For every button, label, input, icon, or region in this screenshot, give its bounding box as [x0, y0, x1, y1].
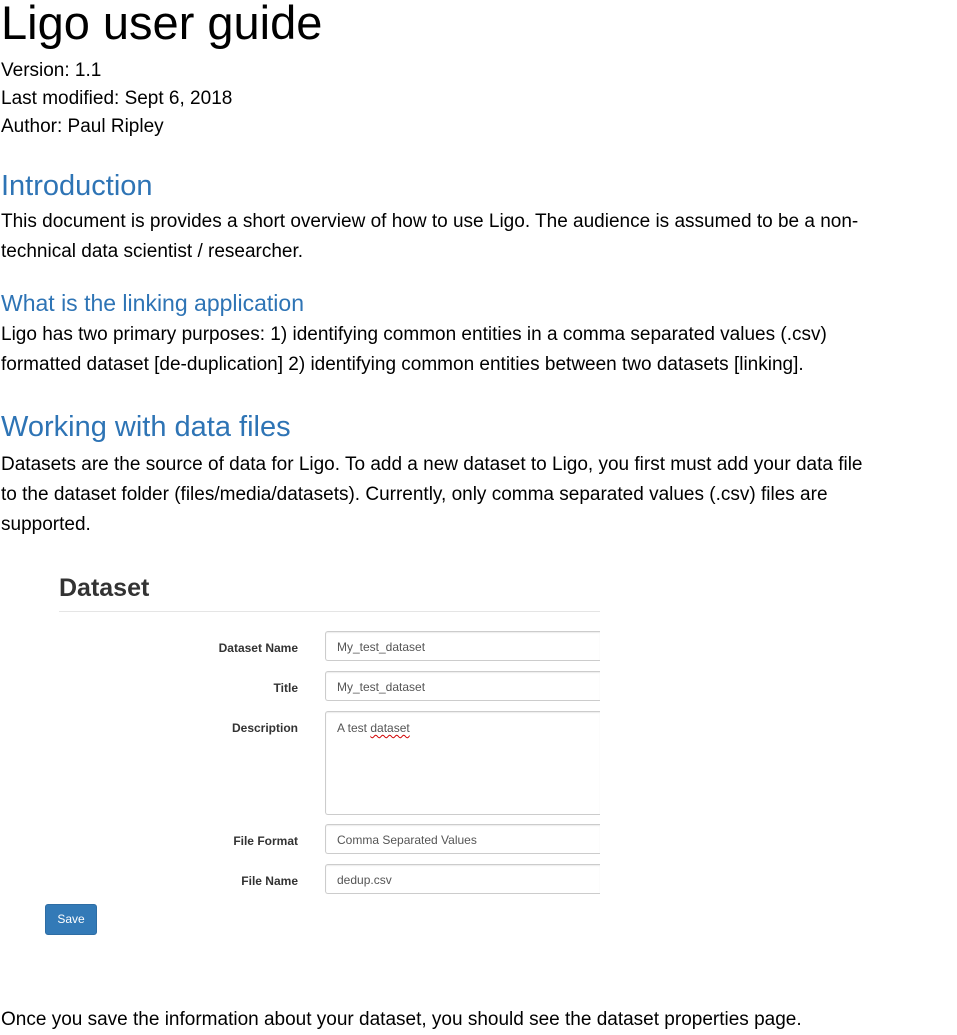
introduction-paragraph	[1, 207, 957, 267]
misspelled-word: dataset	[370, 721, 410, 735]
paragraph-line: Once you save the information about your dataset, you should see the dataset properties page.	[1, 1009, 802, 1030]
file-name-label: File Name	[241, 874, 298, 888]
form-divider	[59, 611, 600, 612]
dataset-name-input[interactable]: My_test_dataset	[325, 631, 600, 661]
linking-application-paragraph	[1, 320, 957, 380]
paragraph-line: supported.	[1, 514, 91, 535]
paragraph-line: formatted dataset [de-duplication] 2) identifying common entities between two datasets [linking].	[1, 354, 804, 375]
description-textarea[interactable]	[325, 711, 600, 815]
file-format-label: File Format	[233, 834, 298, 848]
paragraph-line: Ligo has two primary purposes: 1) identifying common entities in a comma separated values (.csv)	[1, 324, 827, 345]
linking-application-heading: What is the linking application	[1, 290, 304, 316]
version-line: Version: 1.1	[1, 60, 102, 81]
document-title: Ligo user guide	[1, 0, 323, 49]
form-title: Dataset	[59, 574, 150, 602]
paragraph-line: to the dataset folder (files/media/datasets). Currently, only comma separated values (.csv) files are	[1, 484, 828, 505]
working-with-data-files-heading: Working with data files	[1, 411, 291, 443]
dataset-form-screenshot	[40, 566, 600, 941]
file-name-input[interactable]: dedup.csv	[325, 864, 600, 894]
introduction-heading: Introduction	[1, 170, 153, 202]
title-input[interactable]: My_test_dataset	[325, 671, 600, 701]
dataset-name-label: Dataset Name	[218, 641, 298, 655]
paragraph-line: Datasets are the source of data for Ligo. To add a new dataset to Ligo, you first must add your data file	[1, 454, 863, 475]
paragraph-line: This document is provides a short overview of how to use Ligo. The audience is assumed to be a non-	[1, 211, 859, 232]
paragraph-line: technical data scientist / researcher.	[1, 241, 304, 262]
description-text: A test	[337, 721, 371, 735]
author-line: Author: Paul Ripley	[1, 116, 164, 137]
description-label: Description	[231, 721, 298, 735]
title-label: Title	[273, 681, 298, 695]
save-button[interactable]: Save	[45, 904, 97, 935]
last-modified-line: Last modified: Sept 6, 2018	[1, 88, 233, 109]
data-files-paragraph	[1, 450, 957, 540]
file-format-select[interactable]: Comma Separated Values	[325, 824, 600, 854]
